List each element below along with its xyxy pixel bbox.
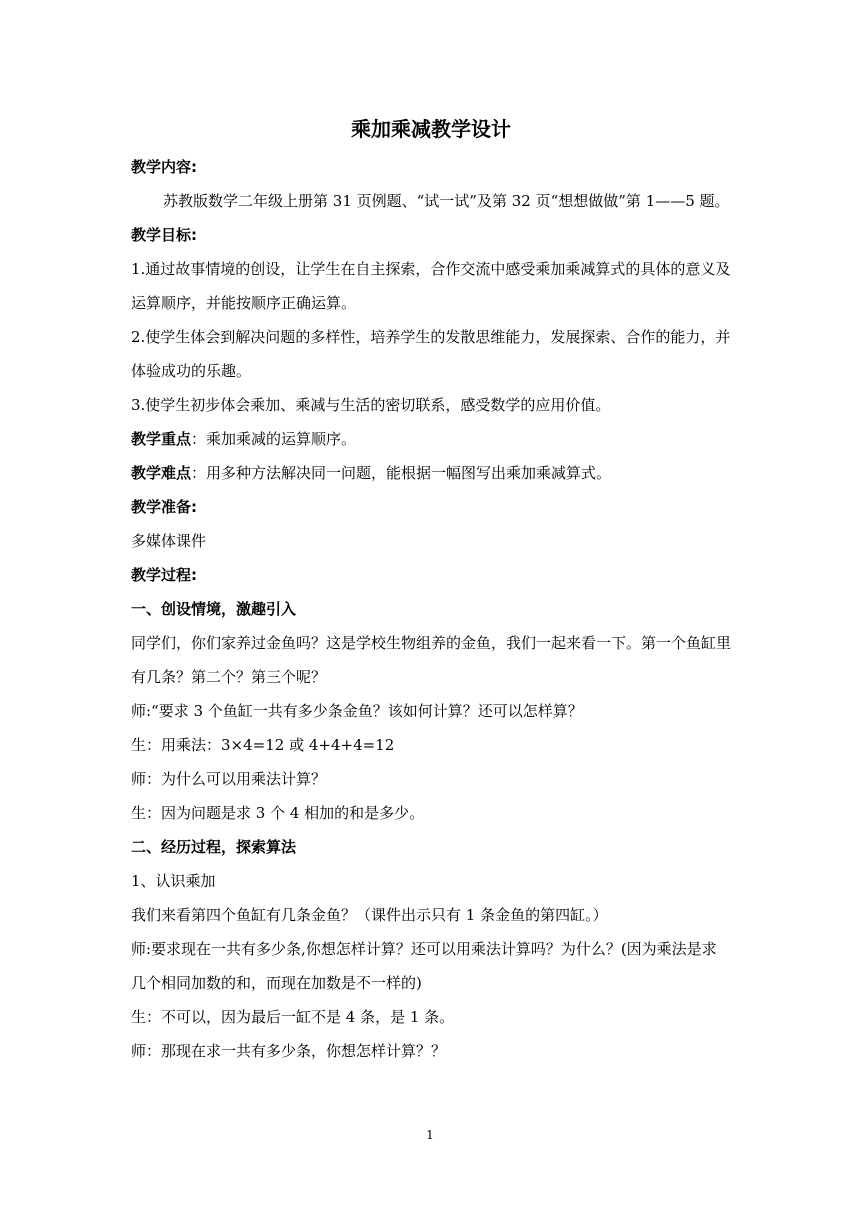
preparation-text: 多媒体课件 <box>131 532 207 550</box>
paragraph: 师:要求现在一共有多少条,你想怎样计算？还可以用乘法计算吗？为什么？(因为乘法是求几个相同加数的和，而现在加数是不一样的) <box>131 940 717 992</box>
process-heading: 教学过程: <box>131 566 197 584</box>
paragraph: 师：那现在求一共有多少条，你想怎样计算？？ <box>131 1042 447 1060</box>
objective-item: 3.使学生初步体会乘加、乘减与生活的密切联系，感受数学的应用价值。 <box>131 396 611 414</box>
preparation-heading: 教学准备: <box>131 498 197 516</box>
difficulty-text: ：用多种方法解决同一问题，能根据一幅图写出乘加乘减算式。 <box>191 464 612 482</box>
difficulty <box>131 456 731 490</box>
page-number: 1 <box>426 1128 434 1142</box>
section-heading: 二、经历过程，探索算法 <box>131 838 297 856</box>
paragraph: 师：为什么可以用乘法计算？ <box>131 770 327 788</box>
content-heading: 教学内容: <box>131 158 197 176</box>
key-point-label: 教学重点 <box>131 430 192 448</box>
objective-item: 2.使学生体会到解决问题的多样性，培养学生的发散思维能力，发展探索、合作的能力，并体验成功的乐趣。 <box>131 328 731 380</box>
difficulty-label: 教学难点 <box>131 464 192 482</box>
paragraph: 生：用乘法：3×4=12 或 4+4+4=12 <box>131 736 395 754</box>
paragraph: 同学们，你们家养过金鱼吗？这是学校生物组养的金鱼，我们一起来看一下。第一个鱼缸里有几条？第二个？第三个呢？ <box>131 634 732 686</box>
key-point <box>131 422 731 456</box>
paragraph: 生：不可以，因为最后一缸不是 4 条，是 1 条。 <box>131 1008 455 1026</box>
paragraph: 我们来看第四个鱼缸有几条金鱼？（课件出示只有 1 条金鱼的第四缸。） <box>131 906 608 924</box>
objectives-heading: 教学目标: <box>131 226 197 244</box>
subsection-heading: 1、认识乘加 <box>131 872 216 890</box>
document-body <box>131 112 731 1068</box>
objective-item: 1.通过故事情境的创设，让学生在自主探索，合作交流中感受乘加乘减算式的具体的意义及运算顺序，并能按顺序正确运算。 <box>131 260 731 312</box>
paragraph: 生：因为问题是求 3 个 4 相加的和是多少。 <box>131 804 425 822</box>
content-text: 苏教版数学二年级上册第 31 页例题、“试一试”及第 32 页“想想做做”第 1——5 题。 <box>163 192 730 210</box>
key-point-text: ：乘加乘减的运算顺序。 <box>191 430 357 448</box>
paragraph: 师:“要求 3 个鱼缸一共有多少条金鱼？该如何计算？还可以怎样算？ <box>131 702 583 720</box>
document-title: 乘加乘减教学设计 <box>351 117 511 141</box>
section-heading: 一、创设情境，激趣引入 <box>131 600 297 618</box>
